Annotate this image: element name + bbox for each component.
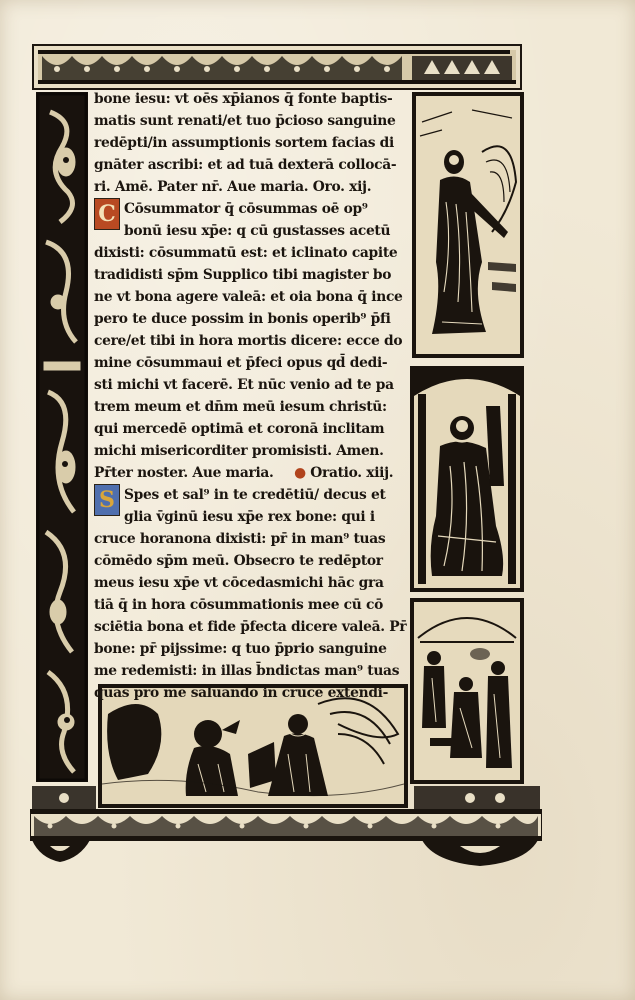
text-line: tiā q̄ in hora cōsummationis mee cū cō [94,597,384,613]
rubric-label: Oratio. xiij. [310,465,394,481]
footer-frieze [30,786,542,866]
text-line: mine cōsummaui et p̄feci opus qd̄ dedi- [94,355,388,371]
rubric-mark: ● [294,465,306,481]
text-line: tradidisti sp̄m Supplico tibi magister bo [94,267,392,283]
text-line: cruce horanona dixisti: pr̄ in man⁹ tuas [94,531,386,547]
text-line: michi misericorditer promisisti. Amen. [94,443,384,459]
text-line: gnāter ascribi: et ad tuā dexterā collocā- [94,157,397,173]
header-frieze [32,44,522,90]
text-line: Cōsummator q̄ cōsummas oē op⁹ [124,201,368,217]
illuminated-initial-c: C [94,198,120,230]
text-line: trem meum et dn̄m meū iesum christū: [94,399,387,415]
text-line: pero te duce possim in bonis operib⁹ p̄fi [94,311,391,327]
text-line: meus iesu xp̄e vt cōcedasmichi hāc gra [94,575,384,591]
text-line: redēpti/in assumptionis sortem facias di [94,135,394,151]
angel-woodcut [412,92,524,358]
text-line: quas pro me saluando in cruce extendi- [94,685,389,701]
text-line: bone: pr̄ pijssime: q tuo p̄prio sanguine [94,641,387,657]
text-line: bonū iesu xp̄e: q cū gustasses acetū [124,223,391,239]
grotesque-border-left [36,92,88,782]
christ-enthroned-woodcut [410,366,524,592]
rubric-oratio [294,462,393,484]
prayer-text [94,88,407,701]
text-line: Spes et sal⁹ in te credētiū/ decus et [124,487,386,503]
illuminated-initial-s: S [94,484,120,516]
text-line: sciētia bona et fide p̄fecta dicere valeā. Pr̄ [94,619,407,635]
text-line: sti michi vt facerē. Et nūc venio ad te pa [94,377,394,393]
text-line: Pr̄ter noster. Aue maria. [94,465,274,481]
text-line: cere/et tibi in hora mortis dicere: ecce do [94,333,403,349]
text-line: matis sunt renati/et tuo p̄cioso sanguine [94,113,396,129]
text-line: qui mercedē optimā et coronā inclitam [94,421,385,437]
text-line: dixisti: cōsummatū est: et iclinato capite [94,245,398,261]
text-line: ri. Amē. Pater nr̄. Aue maria. Oro. xij. [94,179,372,195]
text-line: glia v̄ginū iesu xp̄e rex bone: qui i [124,509,375,525]
domestic-scene-woodcut [410,598,524,784]
text-line: me redemisti: in illas b̄ndictas man⁹ tuas [94,663,400,679]
text-line: bone iesu: vt oēs xp̄ianos q̄ fonte baptis- [94,91,393,107]
text-line: cōmēdo sp̄m meū. Obsecro te redēptor [94,553,383,569]
text-line: ne vt bona agere valeā: et oia bona q̄ ince [94,289,403,305]
